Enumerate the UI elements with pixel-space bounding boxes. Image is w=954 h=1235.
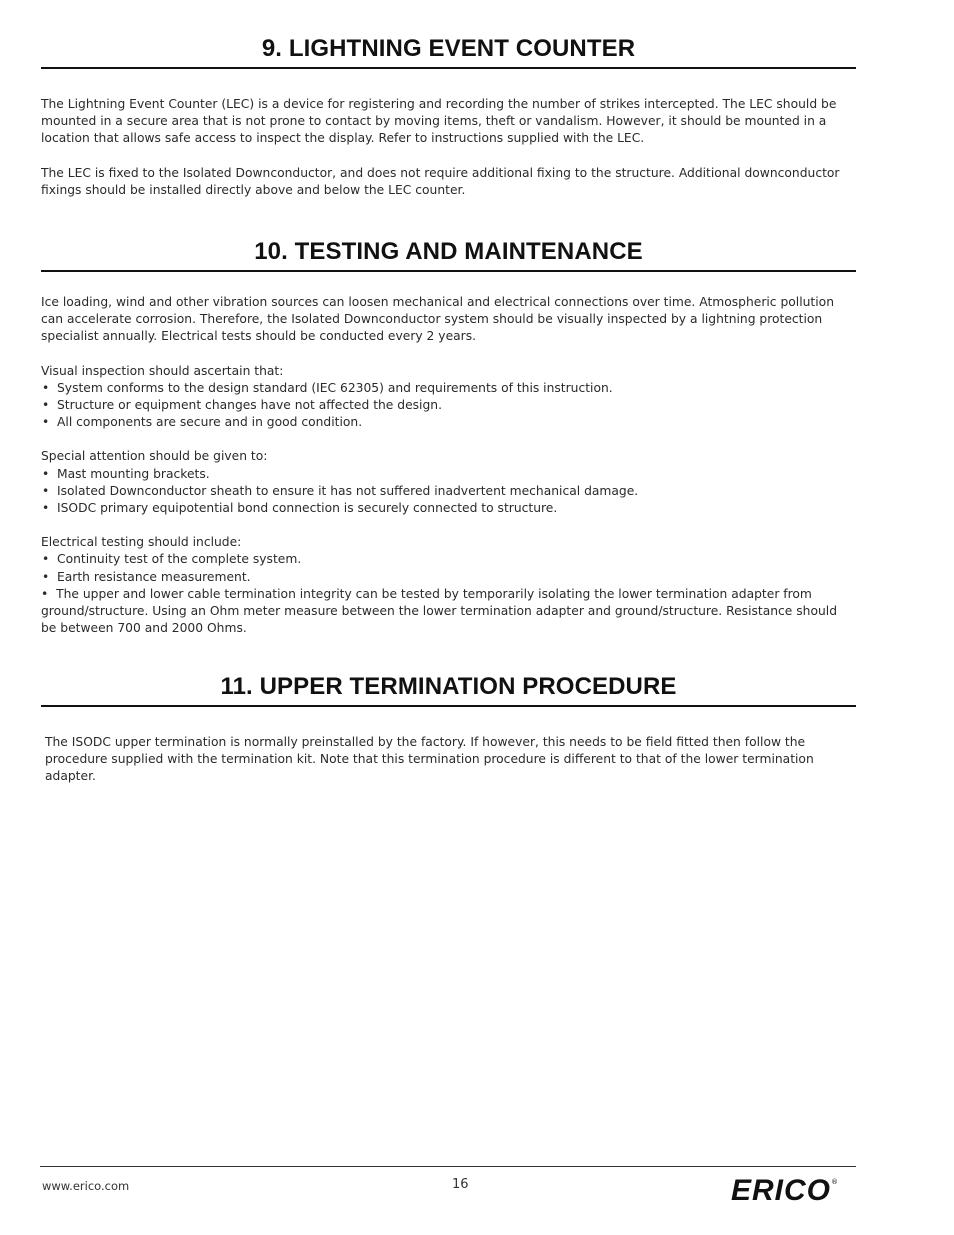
section-divider bbox=[41, 67, 856, 69]
page-number: 16 bbox=[452, 1177, 469, 1192]
section-testing-and-maintenance bbox=[41, 237, 856, 637]
section-divider bbox=[41, 705, 856, 707]
bullet-list bbox=[41, 466, 856, 518]
section-upper-termination-procedure bbox=[41, 672, 856, 786]
paragraph: The LEC is fixed to the Isolated Downconductor, and does not require additional fixing to the structure. Additional downconductor fixings should be installed directly above and below the LEC counter. bbox=[41, 165, 840, 197]
footer-divider bbox=[40, 1166, 856, 1167]
bullet-list bbox=[41, 380, 856, 432]
list-lead: Special attention should be given to: bbox=[41, 449, 268, 464]
erico-logo bbox=[731, 1174, 839, 1207]
section-title: 9. LIGHTNING EVENT COUNTER bbox=[261, 35, 636, 62]
paragraph: The ISODC upper termination is normally preinstalled by the factory. If however, this needs to be field fitted then follow the procedure supplied with the termination kit. Note that this termination procedure is different to that of the lower termination adapter. bbox=[45, 735, 814, 784]
list-item: • Structure or equipment changes have not affected the design. bbox=[42, 398, 442, 413]
list-item: • Earth resistance measurement. bbox=[42, 569, 251, 584]
section-lightning-event-counter bbox=[41, 34, 856, 199]
footer-url: www.erico.com bbox=[42, 1179, 130, 1193]
list-item: • All components are secure and in good condition. bbox=[42, 415, 363, 430]
list-item: • Continuity test of the complete system. bbox=[42, 552, 302, 567]
registered-mark: ® bbox=[831, 1178, 839, 1186]
list-lead: Electrical testing should include: bbox=[41, 535, 242, 550]
logo-wordmark: ERICO bbox=[731, 1174, 832, 1207]
section-title: 11. UPPER TERMINATION PROCEDURE bbox=[220, 673, 677, 700]
paragraph: Ice loading, wind and other vibration sources can loosen mechanical and electrical connections over time. Atmospheric pollution can accelerate corrosion. Therefore, the Isolated Downconductor system should be visually inspected by a lightning protection specialist annually. Electrical tests should be conducted every 2 years. bbox=[41, 295, 834, 344]
list-item: • Isolated Downconductor sheath to ensure it has not suffered inadvertent mechanical damage. bbox=[42, 483, 639, 498]
list-item: • System conforms to the design standard (IEC 62305) and requirements of this instruction. bbox=[42, 380, 613, 395]
bullet-glyph: • bbox=[41, 586, 57, 601]
list-item: • ISODC primary equipotential bond connection is securely connected to structure. bbox=[42, 501, 558, 516]
section-title: 10. TESTING AND MAINTENANCE bbox=[254, 238, 643, 265]
paragraph: The Lightning Event Counter (LEC) is a device for registering and recording the number of strikes intercepted. The LEC should be mounted in a secure area that is not prone to contact by moving items, theft or vandalism. However, it should be mounted in a location that allows safe access to inspect the display. Refer to instructions supplied with the LEC. bbox=[41, 97, 837, 146]
section-divider bbox=[41, 270, 856, 272]
bullet-list bbox=[41, 551, 856, 585]
list-item: • The upper and lower cable termination integrity can be tested by temporarily isolating the lower termination adapter from ground/structure. Using an Ohm meter measure between the lower termination adapter and ground/structure. Resistance should be between 700 and 2000 Ohms. bbox=[41, 586, 838, 636]
list-lead: Visual inspection should ascertain that: bbox=[41, 363, 284, 378]
list-item: • Mast mounting brackets. bbox=[42, 466, 210, 481]
